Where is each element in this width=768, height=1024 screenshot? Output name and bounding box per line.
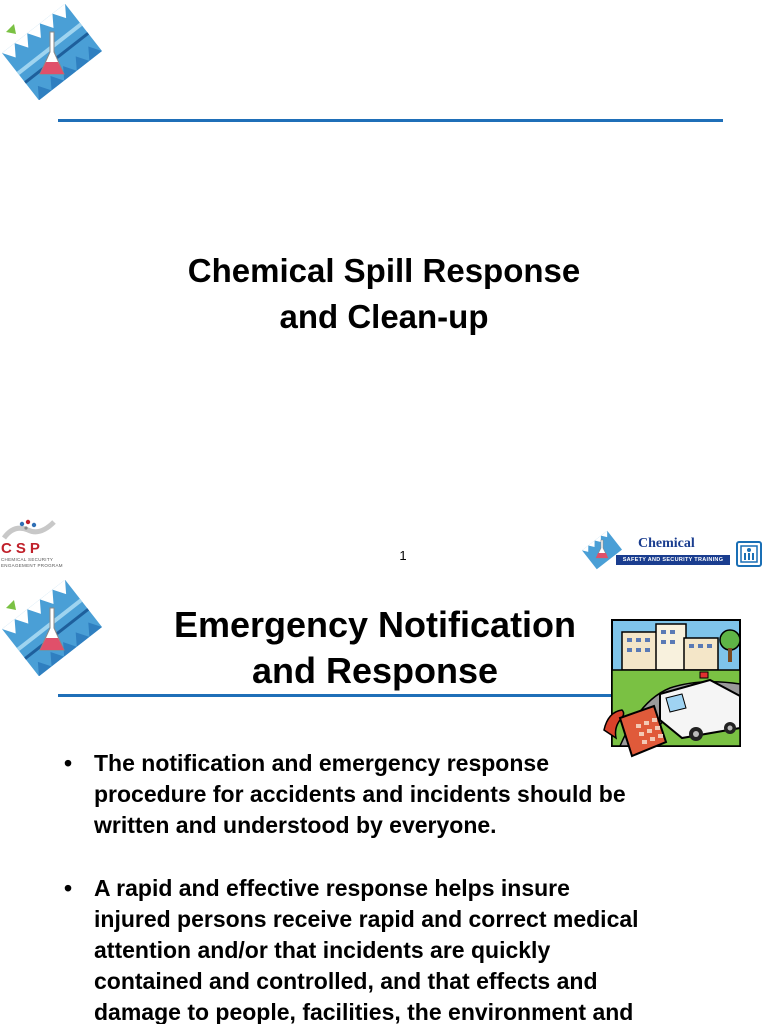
bullet-marker: •	[64, 750, 73, 776]
brand-word: Chemical	[638, 536, 695, 551]
csp-logo	[0, 518, 63, 574]
csp-letters: CSP	[1, 540, 44, 557]
bullet-line: written and understood by everyone.	[94, 812, 497, 838]
title-rule	[58, 119, 723, 122]
bullet-marker: •	[64, 875, 73, 901]
flask-logo-icon	[0, 580, 106, 681]
csp-subtext-line-1: CHEMICAL SECURITY	[1, 557, 54, 562]
bullet-line: contained and controlled, and that effects and	[94, 968, 598, 994]
bullet-line: The notification and emergency response	[94, 750, 549, 776]
title-line-1: Emergency Notification	[173, 604, 577, 645]
title-line-2: and Clean-up	[279, 298, 489, 335]
bullet-list	[62, 748, 722, 1024]
csp-subtext	[1, 557, 63, 568]
title-line-1: Chemical Spill Response	[187, 252, 581, 289]
ambulance-phone-clipart	[600, 610, 748, 758]
flask-logo-icon	[0, 4, 106, 105]
thunderbird-emblem-icon	[736, 541, 762, 567]
bullet-line: damage to people, facilities, the environment and	[94, 999, 634, 1024]
chemical-training-logo	[582, 528, 766, 572]
bullet-item	[62, 873, 722, 1024]
page-number: 1	[399, 548, 407, 563]
title-line-2: and Response	[251, 650, 499, 691]
bullet-line: injured persons receive rapid and correct medical	[94, 906, 639, 932]
slide-2	[0, 580, 768, 1024]
brand-bar: SAFETY AND SECURITY TRAINING	[616, 555, 730, 565]
bullet-line: A rapid and effective response helps insure	[94, 875, 570, 901]
slide-1-title	[0, 248, 768, 340]
csp-subtext-line-2: ENGAGEMENT PROGRAM	[1, 562, 63, 568]
bullet-item	[62, 748, 722, 841]
slide-2-title	[120, 602, 630, 694]
bullet-line: procedure for accidents and incidents should be	[94, 781, 626, 807]
bullet-line: attention and/or that incidents are quickly	[94, 937, 551, 963]
